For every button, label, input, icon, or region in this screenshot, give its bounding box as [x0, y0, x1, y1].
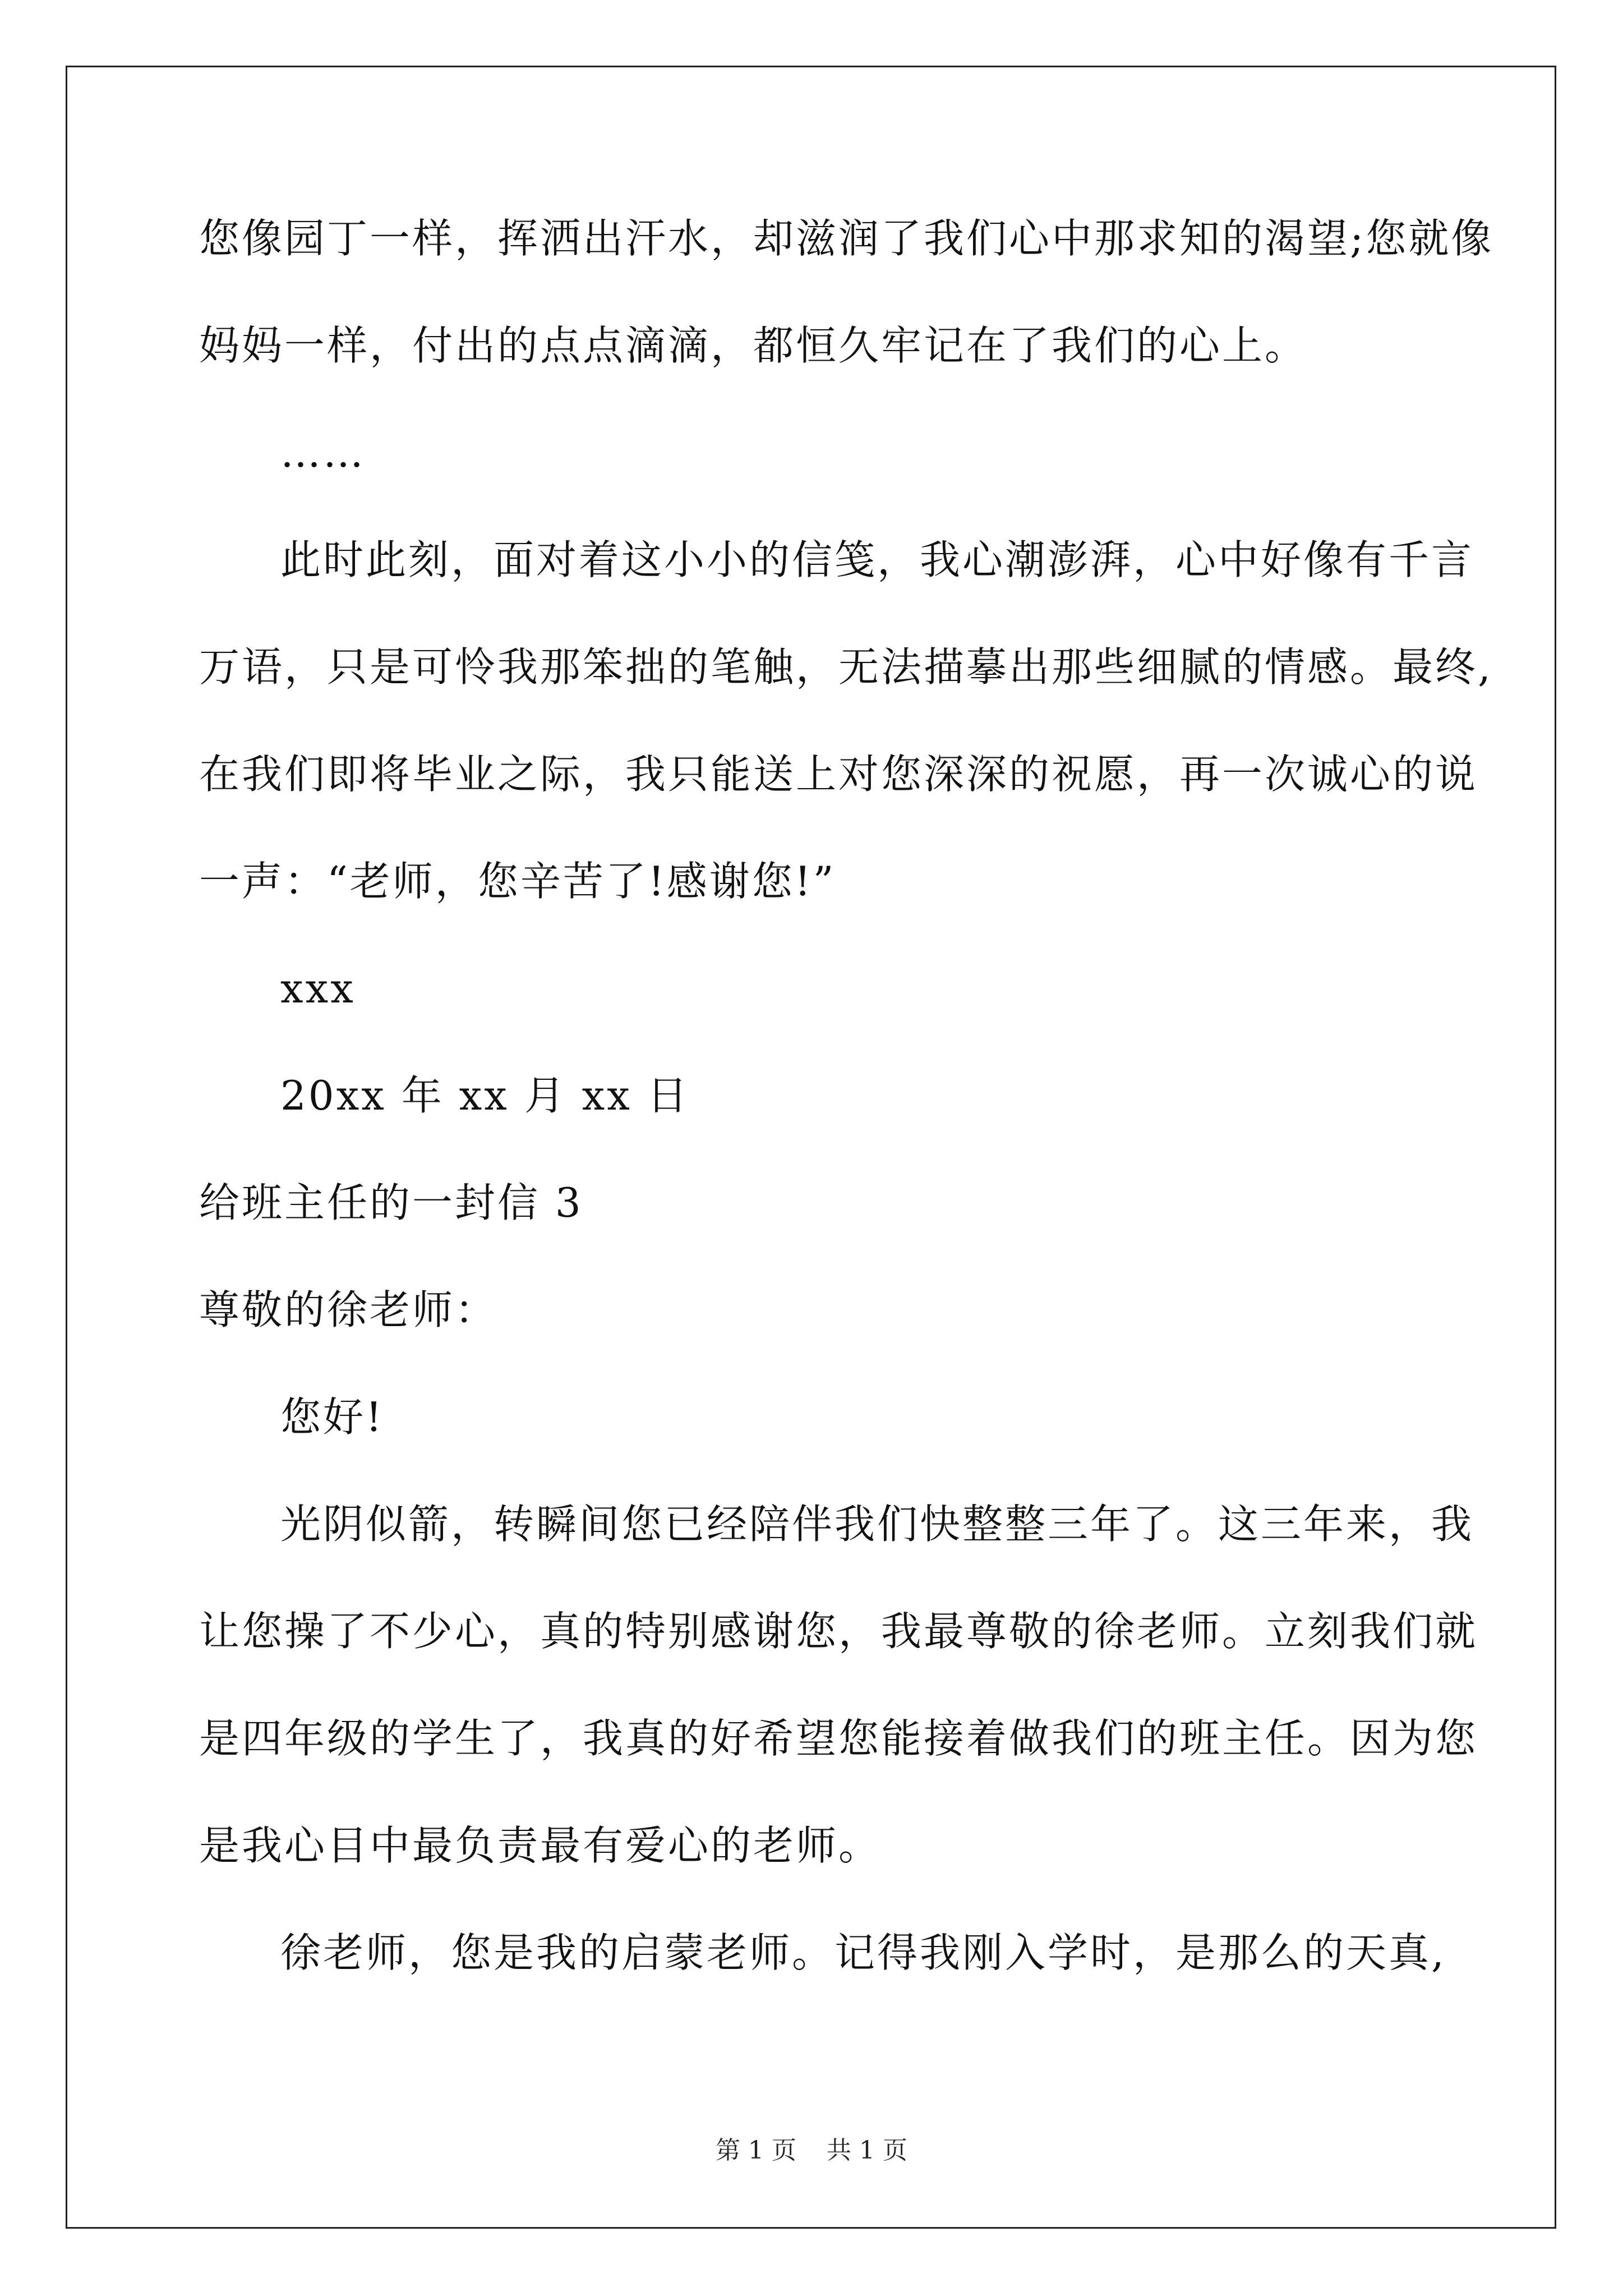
page-number: 第 1 页 [716, 2136, 796, 2165]
signature: xxx [280, 965, 356, 1012]
salutation: 尊敬的徐老师： [199, 1286, 498, 1333]
document-body [199, 213, 1494, 2035]
paragraph-start: 徐老师，您是我的启蒙老师。记得我刚入学时，是那么的天真, [280, 1929, 1446, 1976]
text-line: 让您操了不少心，真的特别感谢您，我最尊敬的徐老师。立刻我们就 [199, 1608, 1478, 1655]
text-line: 是我心目中最负责最有爱心的老师。 [199, 1822, 882, 1869]
text-line: 您像园丁一样，挥洒出汗水，却滋润了我们心中那求知的渴望;您就像 [199, 215, 1494, 262]
section-title: 给班主任的一封信 3 [199, 1179, 583, 1226]
text-line: 妈妈一样，付出的点点滴滴，都恒久牢记在了我们的心上。 [199, 322, 1308, 369]
page-footer [0, 2135, 1623, 2166]
greeting: 您好! [280, 1393, 384, 1441]
paragraph-start: 此时此刻，面对着这小小的信笺，我心潮澎湃，心中好像有千言 [280, 536, 1474, 583]
ellipsis-line: …… [280, 429, 366, 476]
text-line: 万语，只是可怜我那笨拙的笔触，无法描摹出那些细腻的情感。最终, [199, 643, 1493, 691]
paragraph-start: 光阴似箭，转瞬间您已经陪伴我们快整整三年了。这三年来，我 [280, 1501, 1474, 1548]
text-line: 是四年级的学生了，我真的好希望您能接着做我们的班主任。因为您 [199, 1715, 1478, 1762]
text-line: 一声：“老师，您辛苦了!感谢您!” [199, 858, 836, 905]
page-total: 共 1 页 [827, 2136, 907, 2165]
text-line: 在我们即将毕业之际，我只能送上对您深深的祝愿，再一次诚心的说 [199, 751, 1478, 798]
letter-date: 20xx 年 xx 月 xx 日 [280, 1072, 690, 1119]
